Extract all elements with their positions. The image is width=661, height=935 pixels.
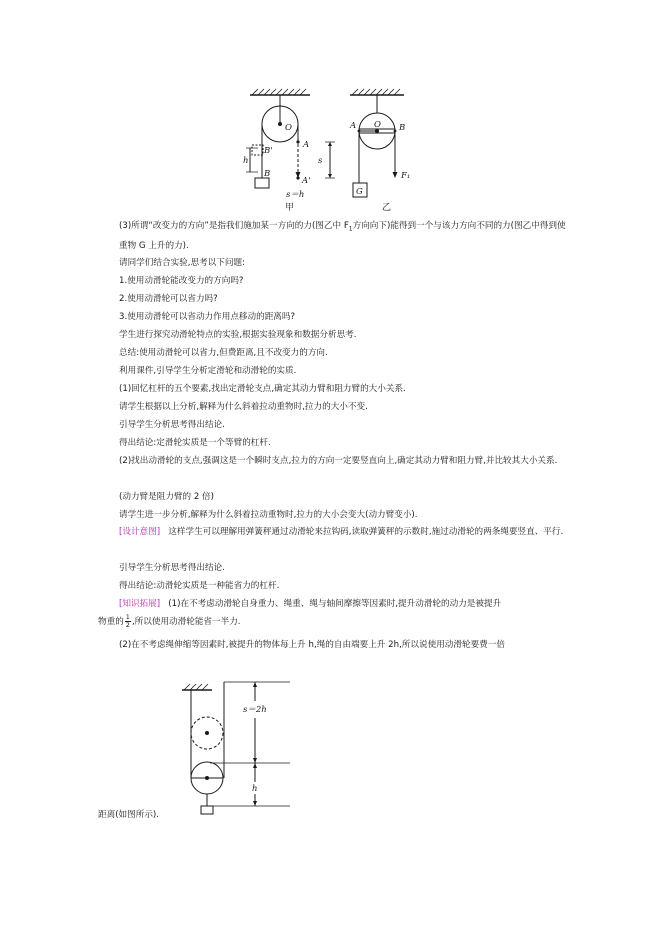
question-1: 1.使用动滑轮能改变力的方向吗? (119, 276, 244, 286)
question-3: 3.使用动滑轮可以省动力作用点移动的距离吗? (119, 312, 296, 322)
p1-text-b: 方向向下)能得到一个与该力方向不同的力(图乙中得到使重物 G 上升的力). (119, 221, 566, 251)
label-B-prime: B' (264, 146, 273, 156)
caption-yi: 乙 (382, 203, 392, 213)
p1-text-a: (3)所谓“改变力的方向”是指我们施加某一方向的力(图乙中 F (119, 221, 349, 231)
paragraph-courseware: 利用课件,引导学生分析定滑轮和动滑轮的实质. (119, 366, 297, 376)
label-B-yi: B (399, 123, 406, 133)
label-h: h (243, 156, 249, 166)
pulley-figure-bottom (0, 660, 661, 830)
paragraph-movable-fulcrum (119, 453, 566, 470)
label-A-yi: A (350, 121, 357, 131)
paragraph-explain-fixed: 请学生根据以上分析,解释为什么斜着拉动重物时,拉力的大小不变. (119, 402, 368, 412)
p17-text-b: ,所以使用动滑轮能省一半力. (131, 617, 241, 627)
label-A-jia: A (303, 140, 310, 150)
paragraph-summary: 总结:使用动滑轮可以省力,但费距离,且不改变力的方向. (119, 348, 328, 358)
fraction-denominator: 2 (125, 621, 130, 629)
caption-jia: 甲 (285, 203, 295, 213)
label-s: s (318, 156, 323, 166)
paragraph-design-intent (119, 524, 566, 541)
paragraph-think: 请同学们结合实验,思考以下问题: (119, 258, 245, 268)
paragraph-arm-ratio: (动力臂是阻力臂的 2 倍) (119, 492, 214, 502)
p17-text-a: 物重的 (98, 617, 124, 627)
p16-text: (1)在不考虑动滑轮自身重力、绳重、绳与轴间摩擦等因素时,提升动滑轮的动力是被提升 (168, 599, 502, 609)
paragraph-explain-movable: 请学生进一步分析,解释为什么斜着拉动重物时,拉力的大小会变大(动力臂变小). (119, 510, 418, 520)
design-intent-tag: [设计意图] (119, 527, 161, 537)
paragraph-conclusion-movable: 得出结论:动滑轮实质是一种能省力的杠杆. (119, 581, 280, 591)
knowledge-ext-tag: [知识拓展] (119, 599, 161, 609)
label-G: G (356, 187, 363, 197)
paragraph-conclusion-fixed: 得出结论:定滑轮实质是一个等臂的杠杆. (119, 438, 271, 448)
paragraph-lever-fixed: (1)回忆杠杆的五个要素,找出定滑轮支点,确定其动力臂和阻力臂的大小关系. (119, 384, 406, 394)
question-2: 2.使用动滑轮可以省力吗? (119, 294, 218, 304)
pulley-figure-top (0, 0, 661, 215)
label-O-jia: O (285, 123, 292, 133)
paragraph-experiment: 学生进行探究动滑轮特点的实验,根据实验现象和数据分析思考. (119, 330, 357, 340)
label-A-prime: A' (302, 176, 311, 186)
label-B-jia: B (264, 169, 271, 179)
paragraph-guide-1: 引导学生分析思考得出结论. (119, 420, 225, 430)
p13-text: 这样学生可以理解用弹簧秤通过动滑轮来拉钩码,读取弹簧秤的示数时,施过动滑轮的两条绳要竖直、平行. (168, 527, 564, 537)
paragraph-half-force (98, 614, 564, 631)
paragraph-distance-figure: 距离(如图所示). (98, 810, 159, 820)
paragraph-knowledge-ext (119, 596, 566, 613)
label-O-yi: O (374, 120, 381, 130)
fraction-numerator: 1 (125, 613, 130, 621)
paragraph-guide-2: 引导学生分析思考得出结论. (119, 563, 225, 573)
label-s-equals-2h: s＝2h (243, 705, 267, 715)
label-s-equals-h: s＝h (286, 190, 305, 200)
paragraph-change-direction (119, 218, 566, 255)
label-h-bottom: h (252, 784, 258, 794)
p1-subscript: 1 (348, 225, 353, 233)
label-F1: F₁ (401, 171, 411, 181)
p10-text: (2)找出动滑轮的支点,强调这是一个瞬时支点,拉力的方向一定要竖直向上,确定其动力臂和阻力臂,并比较其大小关系. (119, 456, 558, 466)
fraction-one-half (125, 614, 131, 629)
paragraph-double-distance: (2)在不考虑绳伸缩等因素时,被提升的物体每上升 h,绳的自由端要上升 2h,所以说使用动滑轮要费一倍 (119, 640, 505, 650)
